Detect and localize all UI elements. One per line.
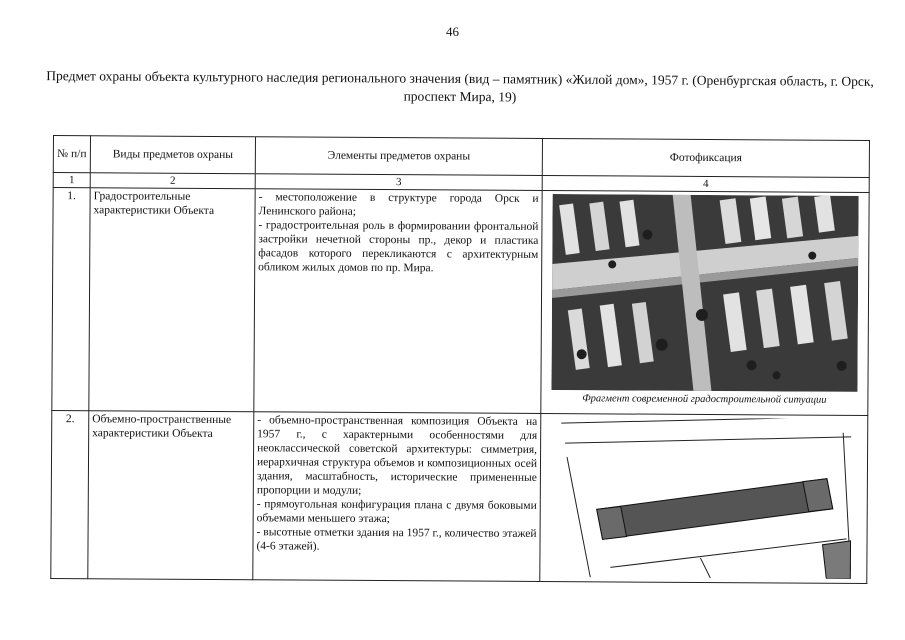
element-item: - объемно-пространственная композиция Объекта на 1957 г., с характерными особенностями для неоклассической советской архитектуры: симметрия, иерархичная структура объемов и композиционных осей здания, масштабность, исторические примененные пропорции и модули; bbox=[256, 414, 538, 497]
column-index: 3 bbox=[255, 174, 542, 191]
protection-table bbox=[50, 135, 870, 584]
document-title: Предмет охраны объекта культурного наследия регионального значения (вид – памятник) «Жилой дом», 1957 г. (Оренбургская область, г. Орск, проспект Мира, 19) bbox=[46, 68, 874, 105]
table-row bbox=[52, 188, 869, 416]
protection-elements bbox=[253, 412, 541, 582]
column-index: 2 bbox=[90, 173, 255, 189]
element-item: - местоположение в структуре города Орск и Ленинского района; bbox=[258, 191, 539, 218]
photo-cell bbox=[540, 413, 868, 583]
column-index: 4 bbox=[542, 175, 869, 192]
protection-type: Градостроительные характеристики Объекта bbox=[89, 188, 255, 412]
header-photo: Фотофиксация bbox=[542, 138, 869, 177]
row-number: 2. bbox=[51, 410, 89, 578]
element-item: - прямоугольная конфигурация плана с двумя боковыми объемами меньшего этажа; bbox=[256, 498, 537, 526]
photo-caption: Фрагмент современной градостроительной ситуации bbox=[582, 393, 827, 406]
table-row bbox=[51, 410, 868, 583]
header-number: № п/п bbox=[53, 136, 90, 173]
page-number: 46 bbox=[446, 24, 459, 39]
header-elements: Элементы предметов охраны bbox=[255, 137, 542, 176]
photo-cell bbox=[541, 190, 869, 415]
aerial-photo bbox=[551, 194, 858, 392]
column-index: 1 bbox=[53, 173, 90, 188]
element-item: - высотные отметки здания на 1957 г., количество этажей (4-6 этажей). bbox=[256, 526, 537, 553]
protection-elements bbox=[254, 189, 542, 414]
row-number: 1. bbox=[52, 188, 90, 411]
header-type: Виды предметов охраны bbox=[90, 136, 255, 174]
table-header-row bbox=[53, 136, 869, 178]
element-item: - градостроительная роль в формировании фронтальной застройки нечетной стороны пр., декор и пластика фасадов которого перекликаются с архитектурным обликом жилых домов по пр. Мира. bbox=[258, 219, 539, 275]
protection-type: Объемно-пространственные характеристики Объекта bbox=[88, 411, 254, 580]
site-plan bbox=[550, 417, 857, 579]
